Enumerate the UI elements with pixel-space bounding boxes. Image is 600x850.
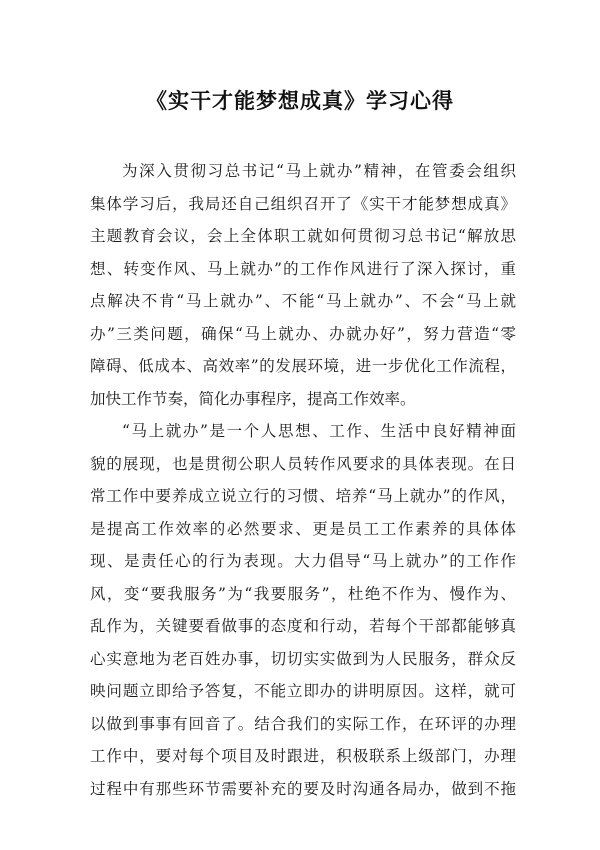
text-line: 心实意地为老百姓办事，切切实实做到为人民服务，群众反 <box>90 649 516 668</box>
document-title: 《实干才能梦想成真》学习心得 <box>146 89 454 113</box>
text-line: 常工作中要养成立说立行的习惯、培养“马上就办”的作风， <box>90 487 516 505</box>
text-line: 以做到事事有回音了。结合我们的实际工作，在环评的办理 <box>90 714 516 733</box>
text-line: 集体学习后，我局还自己组织召开了《实干才能梦想成真》 <box>90 194 516 213</box>
text-line: 乱作为，关键要看做事的态度和行动，若每个干部都能够真 <box>90 617 516 635</box>
document-body <box>90 155 516 805</box>
text-line: “马上就办”是一个人思想、工作、生活中良好精神面 <box>122 422 516 440</box>
text-line: 过程中有那些环节需要补充的要及时沟通各局办，做到不拖 <box>90 779 516 798</box>
text-line: 工作中，要对每个项目及时跟进，积极联系上级部门，办理 <box>90 747 516 765</box>
text-line: 貌的展现，也是贯彻公职人员转作风要求的具体表现。在日 <box>90 454 516 473</box>
text-line: 障碍、低成本、高效率”的发展环境，进一步优化工作流程， <box>90 357 516 375</box>
paragraph-2 <box>90 415 516 805</box>
text-line: 主题教育会议，会上全体职工就如何贯彻习总书记“解放思 <box>90 227 516 245</box>
text-line: 加快工作节奏，简化办事程序，提高工作效率。 <box>90 389 416 408</box>
text-line: 风，变“要我服务”为“我要服务”，杜绝不作为、慢作为、 <box>90 584 516 603</box>
text-line: 为深入贯彻习总书记“马上就办”精神，在管委会组织 <box>122 162 516 180</box>
text-line: 现、是责任心的行为表现。大力倡导“马上就办”的工作作 <box>90 552 516 570</box>
text-line: 映问题立即给予答复，不能立即办的讲明原因。这样，就可 <box>90 682 516 700</box>
text-line: 点解决不肯“马上就办”、不能“马上就办”、不会“马上就 <box>90 292 516 310</box>
text-line: 想、转变作风、马上就办”的工作作风进行了深入探讨，重 <box>90 259 516 278</box>
text-line: 是提高工作效率的必然要求、更是员工工作素养的具体体 <box>90 519 516 538</box>
text-line: 办”三类问题，确保“马上就办、办就办好”，努力营造“零 <box>90 324 516 343</box>
paragraph-1 <box>90 155 516 415</box>
